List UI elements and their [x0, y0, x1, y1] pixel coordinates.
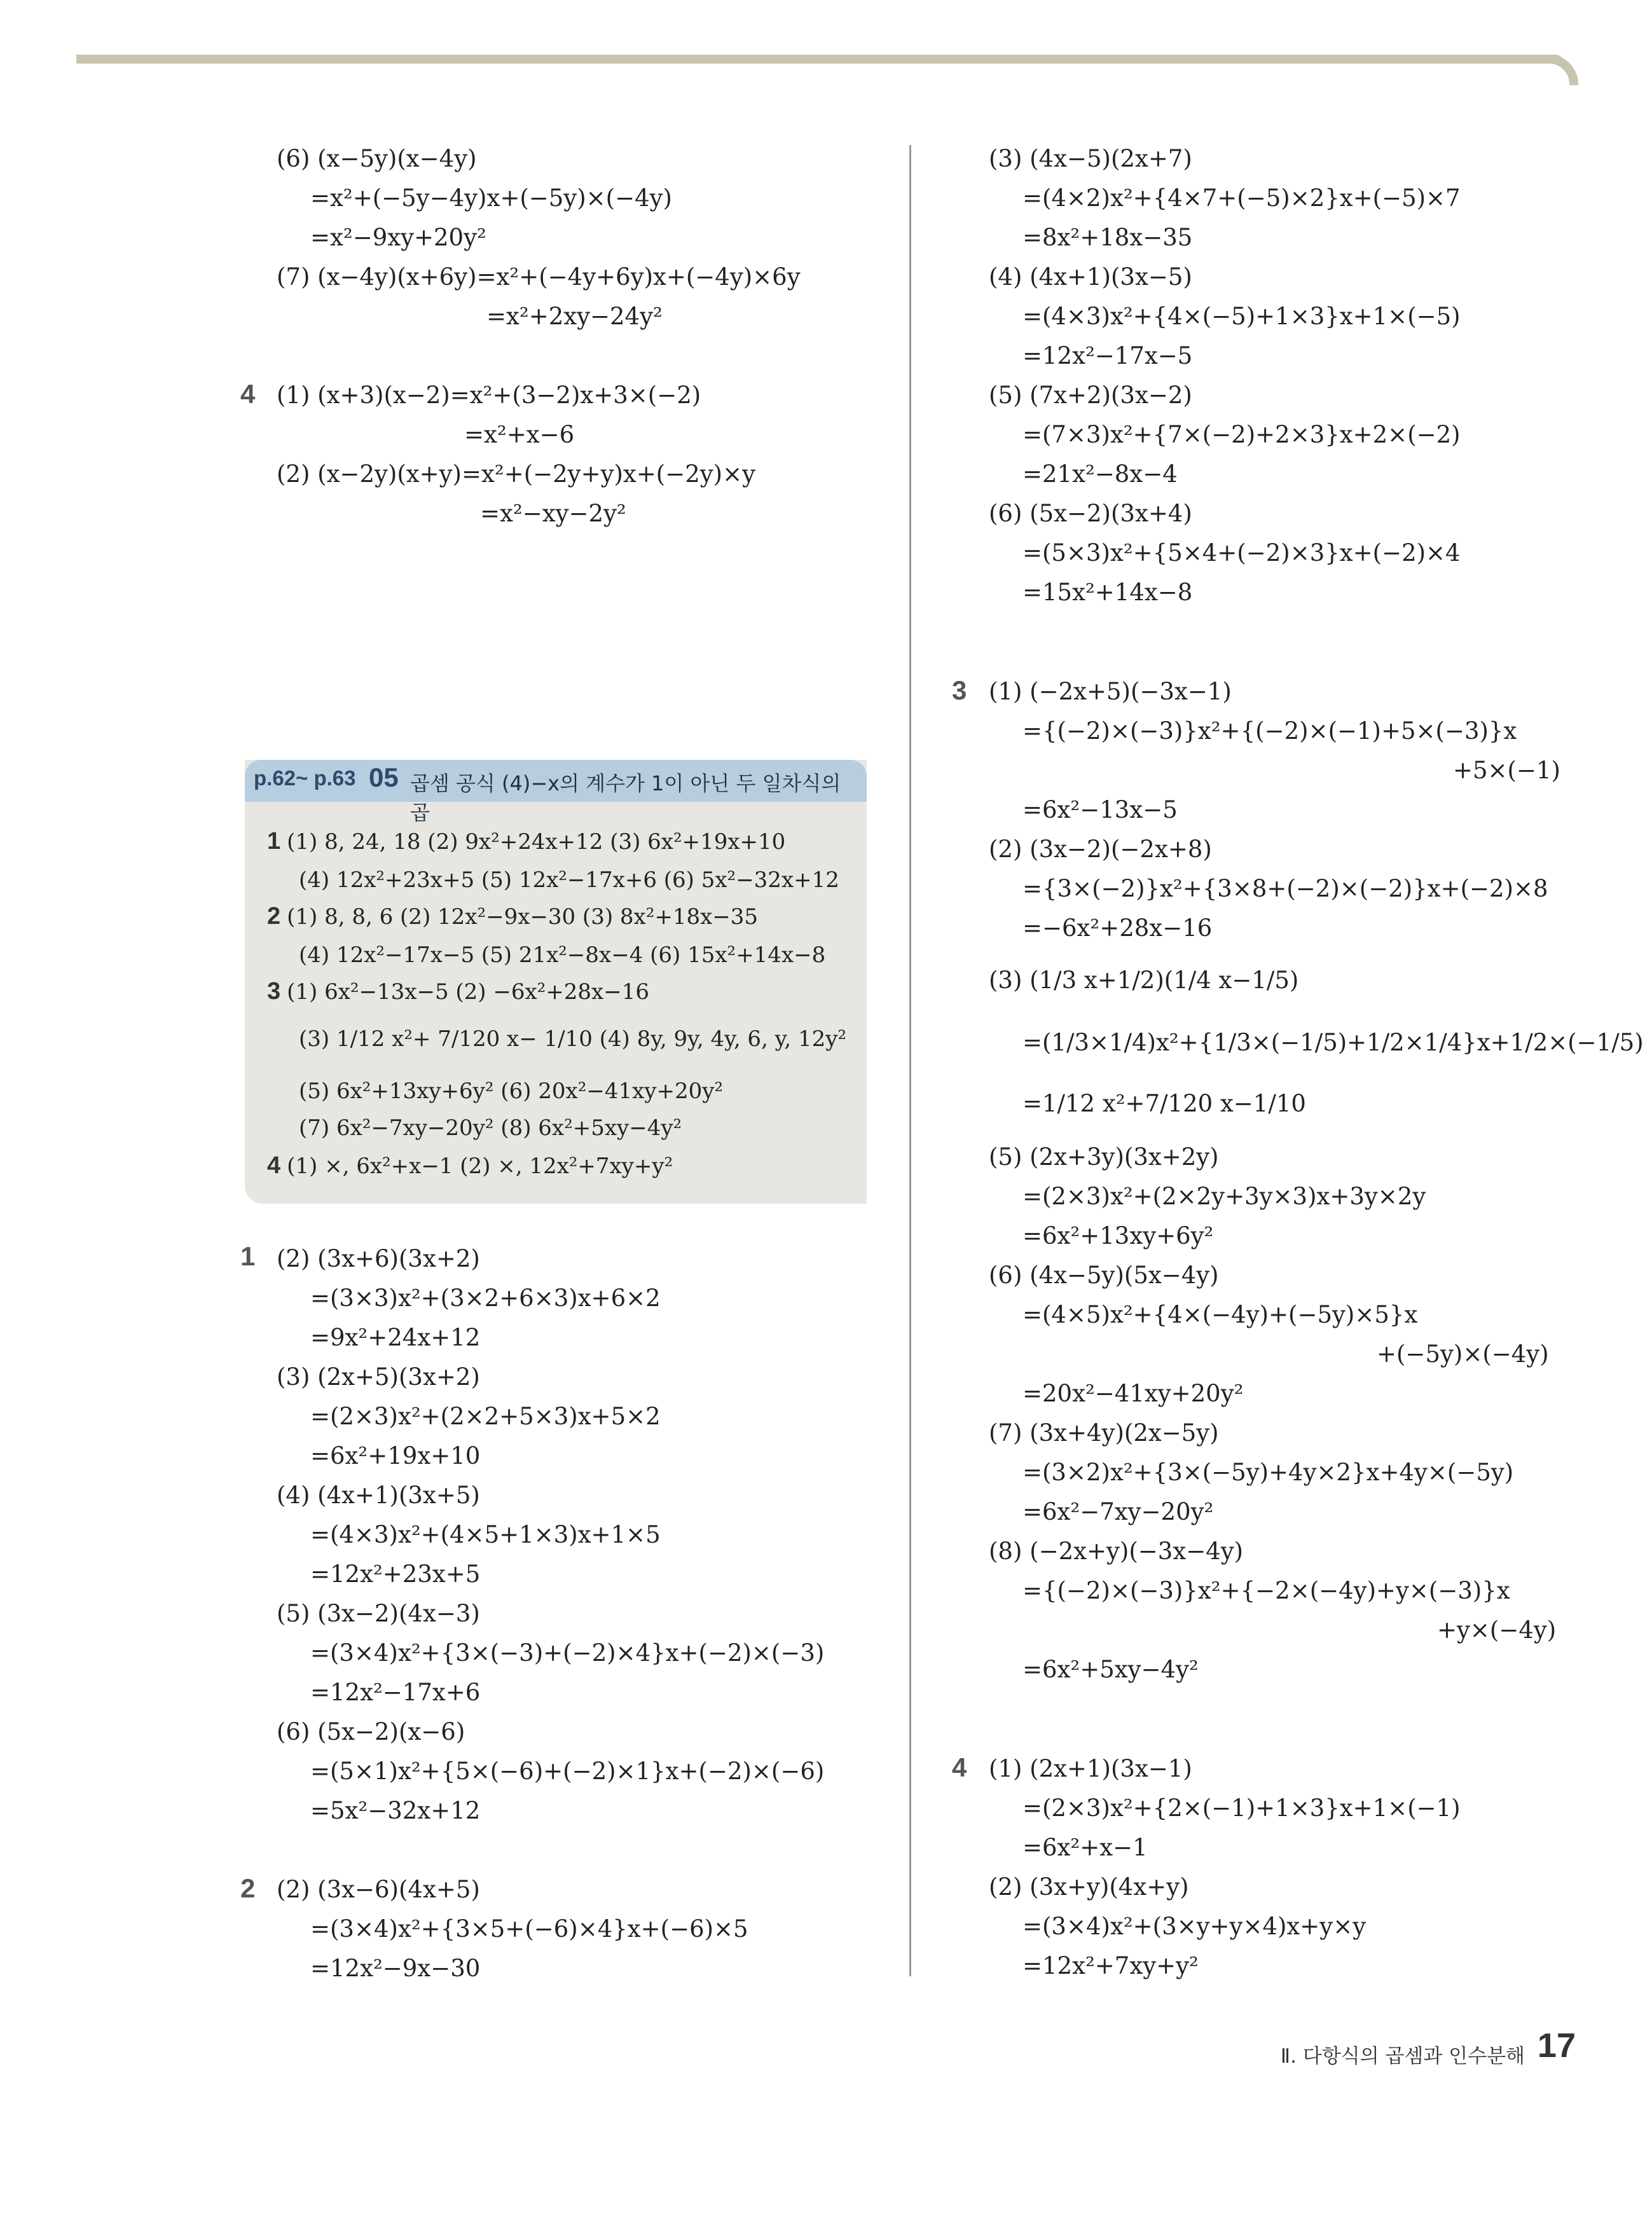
section-number: 05: [369, 762, 399, 792]
solution-line: =(4×3)x²+(4×5+1×3)x+1×5: [310, 1521, 661, 1548]
solution-line: (4) (4x+1)(3x−5): [989, 263, 1192, 291]
solution-line: =(2×3)x²+(2×2+5×3)x+5×2: [310, 1403, 661, 1430]
solution-line: =5x²−32x+12: [310, 1797, 481, 1824]
solution-line: =12x²−9x−30: [310, 1955, 481, 1982]
chapter-label: Ⅱ. 다항식의 곱셈과 인수분해: [1280, 2045, 1525, 2068]
solution-line: =6x²+13xy+6y²: [1022, 1222, 1214, 1249]
solution-line: (2) (3x+6)(3x+2): [277, 1245, 480, 1272]
solution-line: =(4×2)x²+{4×7+(−5)×2}x+(−5)×7: [1022, 184, 1461, 212]
solution-line: (5) (3x−2)(4x−3): [277, 1600, 480, 1627]
solution-line: (1) (−2x+5)(−3x−1): [989, 678, 1232, 705]
question-number: 1: [240, 1241, 256, 1271]
solution-line: =(3×4)x²+(3×y+y×4)x+y×y: [1022, 1913, 1366, 1940]
page-reference: p.62~ p.63: [254, 766, 356, 790]
solution-line: =1/12 x²+7/120 x−1/10: [1022, 1090, 1306, 1117]
solution-line: =12x²+23x+5: [310, 1560, 481, 1588]
question-number: 2: [240, 1873, 256, 1903]
answer-line: (7) 6x²−7xy−20y² (8) 6x²+5xy−4y²: [299, 1115, 682, 1141]
solution-line: =20x²−41xy+20y²: [1022, 1380, 1244, 1407]
solution-line: =(4×5)x²+{4×(−4y)+(−5y)×5}x: [1022, 1301, 1418, 1328]
question-number: 4: [952, 1752, 967, 1782]
solution-line: (2) (3x−2)(−2x+8): [989, 836, 1212, 863]
solution-line: =6x²+5xy−4y²: [1022, 1656, 1199, 1683]
solution-line: (3) (4x−5)(2x+7): [989, 145, 1192, 172]
solution-line: ={3×(−2)}x²+{3×8+(−2)×(−2)}x+(−2)×8: [1022, 875, 1548, 902]
solution-line: =(3×2)x²+{3×(−5y)+4y×2}x+4y×(−5y): [1022, 1459, 1514, 1486]
solution-line: (2) (3x−6)(4x+5): [277, 1876, 480, 1903]
solution-line: (8) (−2x+y)(−3x−4y): [989, 1538, 1244, 1565]
solution-line: (1) (2x+1)(3x−1): [989, 1755, 1192, 1782]
solution-line: =(5×3)x²+{5×4+(−2)×3}x+(−2)×4: [1022, 539, 1461, 567]
solution-line: (7) (3x+4y)(2x−5y): [989, 1419, 1219, 1447]
solution-line: =15x²+14x−8: [1022, 579, 1193, 606]
header-rule: [76, 55, 1564, 64]
section-title: 곱셈 공식 (4)−x의 계수가 1이 아닌 두 일차식의 곱: [410, 771, 841, 825]
solution-line: (2) (3x+y)(4x+y): [989, 1873, 1189, 1901]
solution-line: =x²−9xy+20y²: [310, 224, 486, 251]
solution-line: (6) (5x−2)(3x+4): [989, 500, 1192, 527]
header-rule-corner: [1539, 55, 1578, 85]
solution-line: =9x²+24x+12: [310, 1324, 481, 1351]
solution-line: =6x²−7xy−20y²: [1022, 1498, 1214, 1525]
solution-line: ={(−2)×(−3)}x²+{(−2)×(−1)+5×(−3)}x: [1022, 717, 1517, 745]
answer-line: (3) 1/12 x²+ 7/120 x− 1/10 (4) 8y, 9y, 4y, 6, y, 12y²: [299, 1026, 847, 1052]
solution-line: (3) (2x+5)(3x+2): [277, 1363, 480, 1391]
solution-line: =x²−xy−2y²: [480, 500, 626, 527]
solution-line: =(2×3)x²+{2×(−1)+1×3}x+1×(−1): [1022, 1794, 1461, 1822]
page-number: 17: [1537, 2027, 1576, 2065]
solution-line: =−6x²+28x−16: [1022, 914, 1213, 942]
solution-line: =(5×1)x²+{5×(−6)+(−2)×1}x+(−2)×(−6): [310, 1758, 825, 1785]
solution-line: +5×(−1): [1453, 757, 1560, 784]
solution-line: (5) (7x+2)(3x−2): [989, 382, 1192, 409]
solution-line: (5) (2x+3y)(3x+2y): [989, 1143, 1219, 1171]
solution-line: =x²+2xy−24y²: [486, 303, 663, 330]
question-number: 4: [240, 379, 256, 409]
solution-line: =x²+x−6: [464, 421, 575, 448]
solution-line: +(−5y)×(−4y): [1377, 1340, 1549, 1368]
solution-line: =(2×3)x²+(2×2y+3y×3)x+3y×2y: [1022, 1183, 1426, 1210]
solution-line: (4) (4x+1)(3x+5): [277, 1482, 480, 1509]
solution-line: =(1/3×1/4)x²+{1/3×(−1/5)+1/2×1/4}x+1/2×(−1/5): [1022, 1029, 1644, 1056]
solution-line: (6) (5x−2)(x−6): [277, 1718, 465, 1745]
solution-line: =8x²+18x−35: [1022, 224, 1193, 251]
solution-line: =6x²−13x−5: [1022, 796, 1178, 823]
answer-line: (5) 6x²+13xy+6y² (6) 20x²−41xy+20y²: [299, 1078, 724, 1104]
answer-line: (4) 12x²+23x+5 (5) 12x²−17x+6 (6) 5x²−32x+12: [299, 867, 839, 893]
answer-line: 3 (1) 6x²−13x−5 (2) −6x²+28x−16: [267, 978, 649, 1005]
solution-line: =21x²−8x−4: [1022, 460, 1178, 488]
answer-line: 4 (1) ×, 6x²+x−1 (2) ×, 12x²+7xy+y²: [267, 1152, 673, 1179]
solution-line: (1) (x+3)(x−2)=x²+(3−2)x+3×(−2): [277, 382, 701, 409]
answer-line: 2 (1) 8, 8, 6 (2) 12x²−9x−30 (3) 8x²+18x−35: [267, 903, 759, 930]
answer-summary-header: [245, 760, 867, 825]
solution-line: =(3×3)x²+(3×2+6×3)x+6×2: [310, 1284, 661, 1312]
question-number: 3: [952, 675, 967, 705]
solution-line: (7) (x−4y)(x+6y)=x²+(−4y+6y)x+(−4y)×6y: [277, 263, 801, 291]
answer-line: (4) 12x²−17x−5 (5) 21x²−8x−4 (6) 15x²+14x−8: [299, 942, 826, 968]
solution-line: =12x²−17x+6: [310, 1679, 481, 1706]
solution-line: =6x²+19x+10: [310, 1442, 481, 1469]
column-divider: [909, 145, 911, 1976]
solution-line: (2) (x−2y)(x+y)=x²+(−2y+y)x+(−2y)×y: [277, 460, 756, 488]
solution-line: =x²+(−5y−4y)x+(−5y)×(−4y): [310, 184, 672, 212]
solution-line: =12x²−17x−5: [1022, 342, 1193, 369]
solution-line: =12x²+7xy+y²: [1022, 1952, 1199, 1979]
answer-line: 1 (1) 8, 24, 18 (2) 9x²+24x+12 (3) 6x²+19x+10: [267, 828, 786, 855]
solution-line: =(3×4)x²+{3×5+(−6)×4}x+(−6)×5: [310, 1915, 748, 1943]
solution-line: =(3×4)x²+{3×(−3)+(−2)×4}x+(−2)×(−3): [310, 1639, 825, 1667]
solution-line: (6) (x−5y)(x−4y): [277, 145, 477, 172]
solution-line: (3) (1/3 x+1/2)(1/4 x−1/5): [989, 967, 1299, 994]
solution-line: =(4×3)x²+{4×(−5)+1×3}x+1×(−5): [1022, 303, 1461, 330]
solution-line: =6x²+x−1: [1022, 1834, 1148, 1861]
solution-line: (6) (4x−5y)(5x−4y): [989, 1262, 1219, 1289]
solution-line: ={(−2)×(−3)}x²+{−2×(−4y)+y×(−3)}x: [1022, 1577, 1510, 1604]
solution-line: +y×(−4y): [1437, 1616, 1557, 1644]
solution-line: =(7×3)x²+{7×(−2)+2×3}x+2×(−2): [1022, 421, 1461, 448]
